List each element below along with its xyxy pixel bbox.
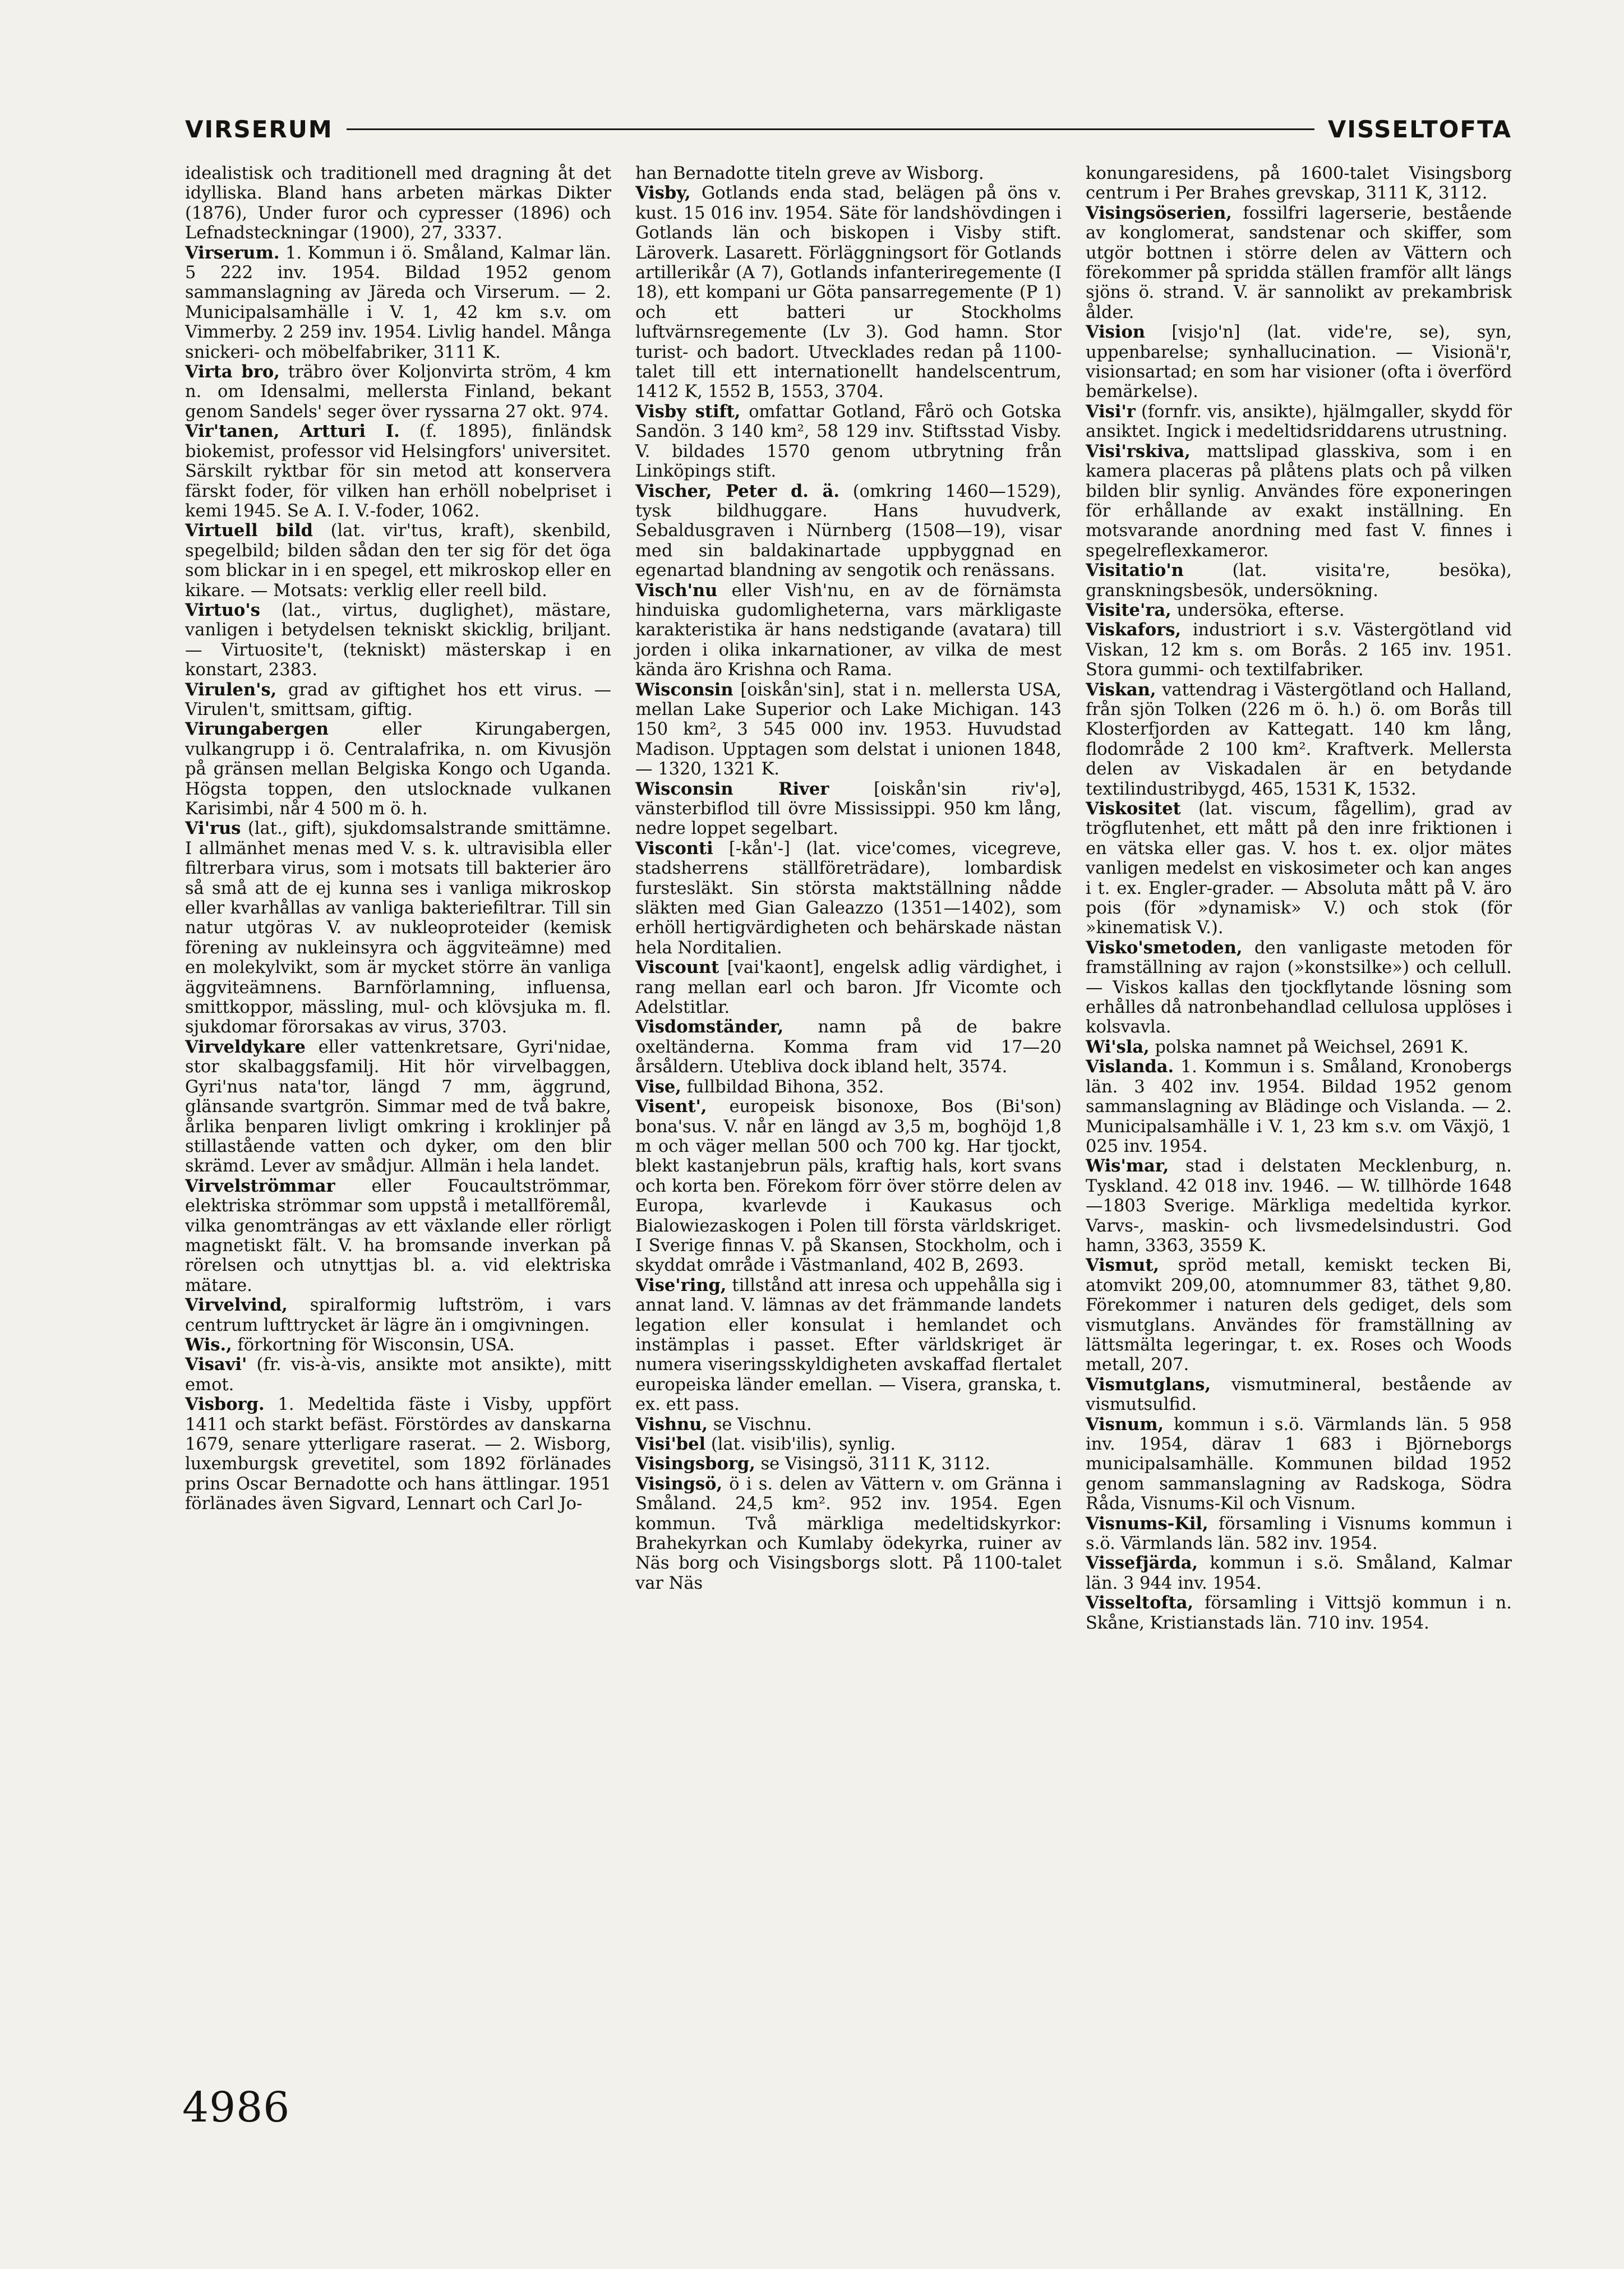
entry-headword: Wisconsin [635, 679, 733, 700]
entry-headword: Visby stift, [635, 401, 741, 422]
entry-text: 1. Kommun i ö. Småland, Kalmar län. 5 222 inv. 1954. Bildad 1952 genom sammanslagning av Järeda och Virserum. — 2. Municipalsamhälle i V. 1, 42 km s.v. om Vimmerby. 2 259 inv. 1954. Livlig handel. Många snickeri- och möbelfabriker, 3111 K. [185, 243, 611, 362]
dictionary-entry [635, 1097, 1062, 1276]
entry-text: eller vattenkretsare, Gyri'nidae, stor skalbaggsfamilj. Hit hör virvelbaggen, Gyri'nus nata'tor, längd 7 mm, äggrund, glänsande svartgrön. Simmar med de två bakre, årlika benparen livligt omkring i kroklinjer på stillastående vatten och dyker, om den blir skrämd. Lever av smådjur. Allmän i hela landet. [185, 1037, 611, 1177]
entry-headword: Visnums-Kil, [1086, 1513, 1208, 1534]
entry-text: spiralformig luftström, i vars centrum lufttrycket är lägre än i omgivningen. [185, 1295, 611, 1335]
dictionary-entry [1086, 164, 1512, 204]
entry-text: se Visingsö, 3111 K, 3112. [755, 1454, 990, 1474]
entry-text: (lat., virtus, duglighet), mästare, vanligen i betydelsen tekniskt skicklig, briljant. — Virtuosite't, (tekniskt) mästerskap i en konstart, 2383. [185, 600, 611, 680]
column-3 [1086, 164, 1512, 2042]
entry-headword: Vision [1086, 322, 1145, 343]
entry-headword: Visingsö, [635, 1473, 723, 1494]
entry-headword: Visavi' [185, 1354, 247, 1375]
dictionary-entry [635, 1474, 1062, 1593]
entry-headword: Virulen's, [185, 679, 277, 700]
dictionary-entry [185, 680, 611, 720]
entry-headword: Visch'nu [635, 580, 718, 601]
dictionary-entry [185, 362, 611, 422]
entry-text: (lat. visita're, besöka), granskningsbesök, undersökning. [1086, 561, 1512, 601]
page-number: 4986 [182, 2083, 290, 2132]
entry-text: omfattar Gotland, Fårö och Gotska Sandön. 3 140 km², 58 129 inv. Stiftsstad Visby. V. bildades 1570 genom utbrytning från Linköpings stift. [635, 402, 1062, 482]
entry-text: församling i Vittsjö kommun i n. Skåne, Kristianstads län. 710 inv. 1954. [1086, 1593, 1512, 1633]
entry-text: se Vischnu. [708, 1414, 812, 1435]
entry-text: 1. Kommun i s. Småland, Kronobergs län. 3 402 inv. 1954. Bildad 1952 genom sammanslagning av Blädinge och Vislanda. — 2. Municipalsamhälle i V. 1, 23 km s.v. om Växjö, 1 025 inv. 1954. [1086, 1057, 1512, 1156]
dictionary-entry [1086, 1553, 1512, 1593]
dictionary-entry [1086, 1037, 1512, 1057]
entry-headword: Visnum, [1086, 1414, 1164, 1435]
dictionary-entry [635, 1276, 1062, 1415]
text-columns [185, 164, 1512, 2042]
entry-text: ö i s. delen av Vättern v. om Gränna i Småland. 24,5 km². 952 inv. 1954. Egen kommun. Två märkliga medeltidskyrkor: Brahekyrkan och Kumlaby ödekyrka, ruiner av Näs borg och Visingsborgs slott. På 1100-talet var Näs [635, 1474, 1062, 1593]
dictionary-entry [635, 1077, 1062, 1097]
entry-text: (fornfr. vis, ansikte), hjälmgaller, skydd för ansiktet. Ingick i medeltidsriddarens utrustning. [1086, 402, 1512, 442]
dictionary-entry [1086, 938, 1512, 1037]
entry-headword: Virvelströmmar [185, 1175, 335, 1196]
entry-headword: Virtuo's [185, 599, 260, 620]
entry-headword: Viscount [635, 957, 719, 978]
dictionary-entry [635, 581, 1062, 680]
dictionary-entry [185, 819, 611, 1037]
entry-text: idealistisk och traditionell med dragning åt det idylliska. Bland hans arbeten märkas Dikter (1876), Under furor och cypresser (1896) och Lefnadsteckningar (1900), 27, 3337. [185, 164, 611, 243]
dictionary-entry [1086, 204, 1512, 322]
dictionary-entry [1086, 1057, 1512, 1156]
entry-text: konungaresidens, på 1600-talet Visingsborg centrum i Per Brahes grevskap, 3111 K, 3112. [1086, 164, 1512, 204]
dictionary-entry [185, 1037, 611, 1177]
dictionary-entry [185, 1335, 611, 1355]
entry-text: undersöka, efterse. [1171, 600, 1345, 620]
entry-headword: Virvelvind, [185, 1295, 288, 1316]
entry-text: (omkring 1460—1529), tysk bildhuggare. Hans huvudverk, Sebaldusgraven i Nürnberg (1508—19), visar med sin baldakinartade uppbyggnad en egenartad blandning av sengotik och renässans. [635, 481, 1062, 581]
entry-headword: Vir'tanen, Artturi I. [185, 421, 400, 442]
header-right-word: VISSELTOFTA [1327, 115, 1512, 143]
dictionary-entry [185, 422, 611, 521]
entry-headword: Vislanda. [1086, 1057, 1174, 1077]
entry-text: den vanligaste metoden för framställning av rajon (»konstsilke») och cellull. — Viskos kallas den tjockflytande lösning som erhålles då natronbehandlad cellulosa upplöses i kolsvavla. [1086, 938, 1512, 1037]
entry-text: [visjo'n] (lat. vide're, se), syn, uppenbarelse; synhallucination. — Visionä'r, visionsartad; en som har visioner (ofta i överförd bemärkelse). [1086, 322, 1512, 402]
entry-headword: Visdomständer, [635, 1017, 784, 1037]
dictionary-entry [635, 839, 1062, 958]
entry-text: (f. 1895), finländsk biokemist, professor vid Helsingfors' universitet. Särskilt ryktbar för sin metod att konservera färskt foder, för vilken han erhöll nobelpriset i kemi 1945. Se A. I. V.-foder, 1062. [185, 422, 611, 521]
entry-headword: Visi'r [1086, 401, 1136, 422]
dictionary-entry [1086, 322, 1512, 402]
dictionary-entry [1086, 680, 1512, 799]
header-rule [347, 128, 1314, 130]
dictionary-entry [635, 680, 1062, 780]
entry-text: [oiskån'sin], stat i n. mellersta USA, mellan Lake Superior och Lake Michigan. 143 150 km², 3 545 000 inv. 1953. Huvudstad Madison. Upptagen som delstat i unionen 1848, — 1320, 1321 K. [635, 680, 1062, 780]
entry-text: församling i Visnums kommun i s.ö. Värmlands län. 582 inv. 1954. [1086, 1514, 1512, 1554]
running-header [185, 112, 1512, 146]
entry-text: europeisk bisonoxe, Bos (Bi'son) bona'sus. V. når en längd av 3,5 m, boghöjd 1,8 m och väger mellan 500 och 700 kg. Har tjockt, blekt kastanjebrun päls, kraftig hals, kort svans och korta ben. Förekom förr över större delen av Europa, kvarlevde i Kaukasus och Bialowiezaskogen i Polen till första världskriget. I Sverige finnas V. på Skansen, Stockholm, och i skyddat område i Västmanland, 402 B, 2693. [635, 1097, 1062, 1276]
dictionary-entry [185, 1295, 611, 1335]
entry-text: Gotlands enda stad, belägen på öns v. kust. 15 016 inv. 1954. Säte för landshövdingen i Gotlands län och biskopen i Visby stift. Läroverk. Lasarett. Förläggningsort för Gotlands artillerikår (A 7), Gotlands infanteriregemente (I 18), ett kompani ur Göta pansarregemente (P 1) och ett batteri ur Stockholms luftvärnsregemente (Lv 3). God hamn. Stor turist- och badort. Utvecklades redan på 1100-talet till ett internationellt handelscentrum, 1412 K, 1552 B, 1553, 3704. [635, 183, 1062, 402]
entry-headword: Viskositet [1086, 799, 1181, 819]
entry-text: träbro över Koljonvirta ström, 4 km n. om Idensalmi, mellersta Finland, bekant genom Sandels' seger över ryssarna 27 okt. 974. [185, 362, 611, 422]
entry-text: (lat. vir'tus, kraft), skenbild, spegelbild; bilden sådan den ter sig för det öga som blickar in i en spegel, ett mikroskop eller en kikare. — Motsats: verklig eller reell bild. [185, 521, 611, 601]
entry-headword: Wis'mar, [1086, 1156, 1169, 1177]
entry-headword: Wi'sla, [1086, 1036, 1150, 1057]
entry-headword: Visseltofta, [1086, 1593, 1194, 1613]
entry-headword: Vismutglans, [1086, 1374, 1211, 1395]
entry-headword: Viskafors, [1086, 620, 1182, 640]
entry-text: [-kån'-] (lat. vice'comes, vicegreve, stadsherrens ställföreträdare), lombardisk furstesläkt. Sin största maktställning nådde släkten med Gian Galeazzo (1351—1402), som erhöll hertigvärdigheten och behärskade nästan hela Norditalien. [635, 838, 1062, 958]
dictionary-entry [1086, 561, 1512, 601]
entry-headword: Visby, [635, 183, 691, 204]
column-2 [635, 164, 1062, 2042]
entry-headword: Visko'smetoden, [1086, 937, 1243, 958]
entry-text: (fr. vis-à-vis, ansikte mot ansikte), mitt emot. [185, 1355, 611, 1395]
dictionary-entry [185, 243, 611, 362]
dictionary-entry [185, 521, 611, 601]
entry-text: spröd metall, kemiskt tecken Bi, atomvikt 209,00, atomnummer 83, täthet 9,80. Förekommer i naturen dels gediget, dels som vismutglans. Användes för framställning av lättsmälta legeringar, t. ex. Roses och Woods metall, 207. [1086, 1256, 1512, 1375]
entry-text: [oiskån'sin riv'ə], vänsterbiflod till övre Mississippi. 950 km lång, nedre loppet segelbart. [635, 779, 1062, 839]
entry-text: kommun i s.ö. Småland, Kalmar län. 3 944 inv. 1954. [1086, 1553, 1512, 1593]
entry-text: (lat. viscum, fågellim), grad av trögflutenhet, ett mått på den inre friktionen i en vätska eller gas. V. hos t. ex. oljor mätes vanligen medelst en viskosimeter och kan anges i t. ex. Engler-grader. — Absoluta mått på V. äro pois (för »dynamisk» V.) och stok (för »kinematisk V.). [1086, 799, 1512, 938]
entry-text: fullbildad Bihona, 352. [681, 1077, 884, 1097]
entry-headword: Wis., [185, 1334, 232, 1355]
entry-text: eller Foucaultströmmar, elektriska strömmar som uppstå i metallföremål, vilka genomträngas av ett växlande eller rörligt magnetiskt fält. V. ha bromsande inverkan på rörelsen och utnyttjas bl. a. vid elektriska mätare. [185, 1176, 611, 1295]
dictionary-entry [635, 958, 1062, 1017]
entry-text: förkortning för Wisconsin, USA. [232, 1335, 515, 1355]
header-left-word: VIRSERUM [185, 115, 333, 143]
dictionary-entry [185, 1177, 611, 1295]
entry-text: 1. Medeltida fäste i Visby, uppfört 1411 och starkt befäst. Förstördes av danskarna 1679, senare ytterligare raserat. — 2. Wisborg, luxemburgsk grevetitel, som 1892 förlänades prins Oscar Bernadotte och hans ättlingar. 1951 förlänades även Sigvard, Lennart och Carl Jo- [185, 1395, 611, 1514]
dictionary-entry [635, 402, 1062, 482]
dictionary-entry [185, 601, 611, 680]
dictionary-entry [1086, 402, 1512, 442]
entry-text: polska namnet på Weichsel, 2691 K. [1149, 1037, 1469, 1057]
entry-headword: Virungabergen [185, 719, 329, 740]
dictionary-entry [1086, 442, 1512, 561]
entry-headword: Vise, [635, 1076, 681, 1097]
dictionary-entry [635, 183, 1062, 402]
dictionary-entry [1086, 1256, 1512, 1375]
entry-headword: Visconti [635, 838, 713, 859]
entry-text: (lat. visib'ilis), synlig. [705, 1435, 896, 1454]
entry-text: mattslipad glasskiva, som i en kamera placeras på plåtens plats och på vilken bilden blir synlig. Användes före exponeringen för erhållande av exakt inställning. En motsvarande anordning med fast V. finnes i spegelreflexkameror. [1086, 441, 1512, 561]
dictionary-entry [1086, 799, 1512, 938]
dictionary-entry [635, 482, 1062, 581]
entry-text: kommun i s.ö. Värmlands län. 5 958 inv. 1954, därav 1 683 i Björneborgs municipalsamhälle. Kommunen bildad 1952 genom sammanslagning av Radskoga, Södra Råda, Visnums-Kil och Visnum. [1086, 1414, 1512, 1514]
dictionary-entry [635, 1017, 1062, 1077]
entry-headword: Vi'rus [185, 818, 241, 839]
entry-text: han Bernadotte titeln greve av Wisborg. [635, 164, 984, 183]
dictionary-entry [635, 1415, 1062, 1435]
entry-headword: Visi'bel [635, 1434, 706, 1454]
entry-headword: Visite'ra, [1086, 599, 1171, 620]
dictionary-entry [635, 780, 1062, 839]
entry-text: vismutmineral, bestående av vismutsulfid. [1086, 1375, 1512, 1415]
dictionary-entry [1086, 1593, 1512, 1633]
dictionary-entry [635, 164, 1062, 183]
entry-text: eller Vish'nu, en av de förnämsta hinduiska gudomligheterna, vars märkligaste karakteristika är hans nedstigande (avatara) till jorden i olika inkarnationer, av vilka de mest kända äro Krishna och Rama. [635, 580, 1062, 680]
entry-headword: Viskan, [1086, 679, 1156, 700]
entry-text: (lat., gift), sjukdomsalstrande smittämne. I allmänhet menas med V. s. k. ultravisibla eller filtrerbara virus, som i motsats till bakterier äro så små att de ej kunna ses i vanliga mikroskop eller kvarhållas av vanliga bakteriefiltrar. Till sin natur utgöras V. av nukleoproteider (kemisk förening av nukleinsyra och äggviteämne) med en molekylvikt, som är mycket större än vanliga äggviteämnens. Barnförlamning, influensa, smittkoppor, mässling, mul- och klövsjuka m. fl. sjukdomar förorsakas av virus, 3703. [185, 819, 611, 1037]
dictionary-entry [1086, 620, 1512, 680]
entry-text: stad i delstaten Mecklenburg, n. Tyskland. 42 018 inv. 1946. — W. tillhörde 1648—1803 Sverige. Märkliga medeltida kyrkor. Varvs-, maskin- och livsmedelsindustri. God hamn, 3363, 3559 K. [1086, 1156, 1512, 1256]
dictionary-entry [185, 164, 611, 243]
entry-text: eller Kirungabergen, vulkangrupp i ö. Centralafrika, n. om Kivusjön på gränsen mellan Belgiska Kongo och Uganda. Högsta toppen, den utslocknade vulkanen Karisimbi, når 4 500 m ö. h. [185, 720, 611, 819]
entry-text: tillstånd att inresa och uppehålla sig i annat land. V. lämnas av det främmande landets legation eller konsulat i hemlandet och instämplas i passet. Efter världskriget är numera viseringsskyldigheten avskaffad flertalet europeiska länder emellan. — Visera, granska, t. ex. ett pass. [635, 1275, 1062, 1415]
entry-headword: Visingsborg, [635, 1454, 755, 1474]
dictionary-entry [635, 1435, 1062, 1454]
entry-headword: Vissefjärda, [1086, 1553, 1198, 1574]
entry-text: [vai'kaont], engelsk adlig värdighet, i rang mellan earl och baron. Jfr Vicomte och Adelstitlar. [635, 958, 1062, 1018]
dictionary-entry [1086, 1415, 1512, 1514]
entry-headword: Wisconsin River [635, 778, 829, 799]
dictionary-entry [1086, 1156, 1512, 1256]
entry-headword: Virta bro, [185, 362, 280, 382]
entry-headword: Vise'ring, [635, 1275, 727, 1295]
entry-headword: Virserum. [185, 242, 280, 263]
dictionary-entry [1086, 1514, 1512, 1554]
entry-text: namn på de bakre oxeltänderna. Komma fram vid 17—20 årsåldern. Utebliva dock ibland helt, 3574. [635, 1017, 1062, 1077]
entry-headword: Virtuell bild [185, 520, 313, 541]
entry-headword: Vischer, Peter d. ä. [635, 481, 839, 501]
dictionary-entry [185, 720, 611, 819]
entry-text: vattendrag i Västergötland och Halland, från sjön Tolken (226 m ö. h.) ö. om Borås till Klosterfjorden av Kattegatt. 140 km lång, flodområde 2 100 km². Kraftverk. Mellersta delen av Viskadalen är en betydande textilindustribygd, 465, 1531 K, 1532. [1086, 680, 1512, 799]
dictionary-entry [635, 1454, 1062, 1474]
entry-headword: Virveldykare [185, 1036, 306, 1057]
entry-headword: Visent', [635, 1096, 707, 1117]
entry-headword: Visborg. [185, 1394, 265, 1415]
entry-headword: Vishnu, [635, 1414, 708, 1435]
entry-headword: Vismut, [1086, 1255, 1160, 1276]
entry-headword: Visitatio'n [1086, 560, 1184, 581]
entry-text: grad av giftighet hos ett virus. — Virulen't, smittsam, giftig. [185, 680, 611, 720]
dictionary-entry [1086, 601, 1512, 620]
entry-headword: Visingsöserien, [1086, 202, 1232, 223]
entry-text: industriort i s.v. Västergötland vid Viskan, 12 km s. om Borås. 2 165 inv. 1951. Stora gummi- och textilfabriker. [1086, 620, 1512, 680]
dictionary-entry [185, 1395, 611, 1514]
dictionary-entry [185, 1355, 611, 1395]
dictionary-entry [1086, 1375, 1512, 1415]
entry-text: fossilfri lagerserie, bestående av konglomerat, sandstenar och skiffer, som utgör bottnen i större delen av Vättern och förekommer på spridda ställen framför allt längs sjöns ö. strand. V. är sannolikt av prekambrisk ålder. [1086, 203, 1512, 322]
entry-headword: Visi'rskiva, [1086, 441, 1191, 462]
column-1 [185, 164, 611, 2042]
